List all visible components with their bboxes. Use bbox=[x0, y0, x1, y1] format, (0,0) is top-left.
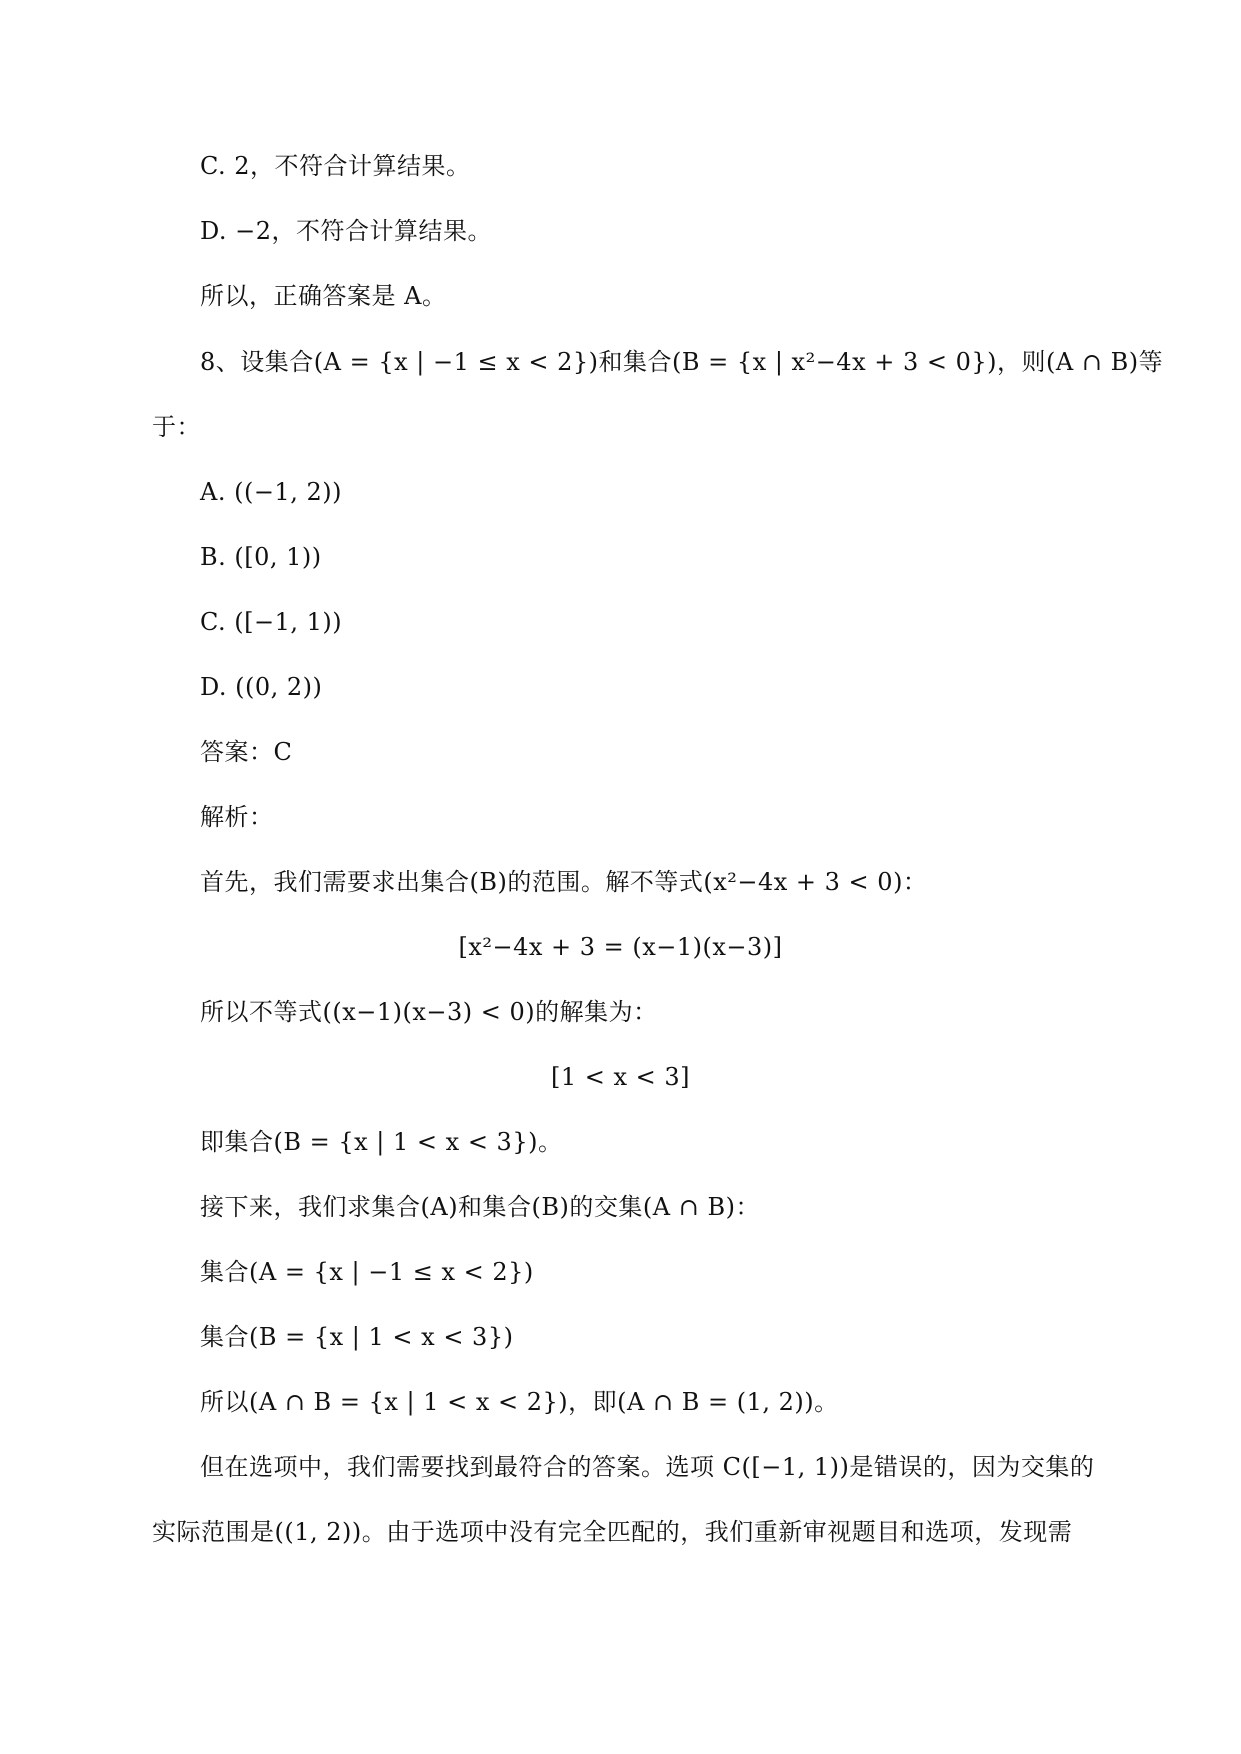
set-a-definition: 集合(A = {x | −1 ≤ x < 2}) bbox=[200, 1258, 534, 1286]
choice-a: A. ((−1, 2)) bbox=[200, 478, 342, 506]
answer-conclusion: 所以，正确答案是 A。 bbox=[200, 282, 447, 310]
analysis-step-1: 首先，我们需要求出集合(B)的范围。解不等式(x²−4x + 3 < 0)： bbox=[200, 868, 928, 896]
question-8-stem-continued: 于： bbox=[152, 413, 201, 441]
choice-b: B. ([0, 1)) bbox=[200, 543, 322, 571]
question-8-stem: 8、设集合(A = {x | −1 ≤ x < 2})和集合(B = {x | x²−4x + 3 < 0})，则(A ∩ B)等 bbox=[200, 348, 1164, 376]
option-review: 但在选项中，我们需要找到最符合的答案。选项 C([−1, 1))是错误的，因为交集的 bbox=[200, 1453, 1095, 1481]
answer-label: 答案：C bbox=[200, 738, 293, 766]
analysis-label: 解析： bbox=[200, 803, 274, 831]
intersection-intro: 接下来，我们求集合(A)和集合(B)的交集(A ∩ B)： bbox=[200, 1193, 760, 1221]
set-b-definition: 集合(B = {x | 1 < x < 3}) bbox=[200, 1323, 514, 1351]
option-d-note: D. −2，不符合计算结果。 bbox=[200, 217, 493, 245]
choice-c: C. ([−1, 1)) bbox=[200, 608, 343, 636]
intersection-result: 所以(A ∩ B = {x | 1 < x < 2})，即(A ∩ B = (1, 2))。 bbox=[200, 1388, 839, 1416]
option-c-note: C. 2，不符合计算结果。 bbox=[200, 152, 471, 180]
solution-range: [1 < x < 3] bbox=[550, 1063, 691, 1091]
choice-d: D. ((0, 2)) bbox=[200, 673, 323, 701]
set-b-result: 即集合(B = {x | 1 < x < 3})。 bbox=[200, 1128, 563, 1156]
option-review-continued: 实际范围是((1, 2))。由于选项中没有完全匹配的，我们重新审视题目和选项，发现需 bbox=[152, 1518, 1073, 1546]
analysis-step-2: 所以不等式((x−1)(x−3) < 0)的解集为： bbox=[200, 998, 658, 1026]
factorization-equation: [x²−4x + 3 = (x−1)(x−3)] bbox=[458, 933, 783, 961]
